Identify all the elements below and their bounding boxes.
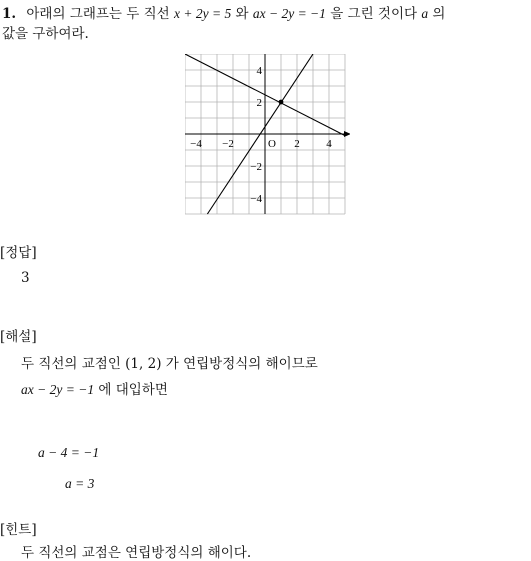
solution-header: [해설] [0,329,37,345]
solution-line-2-text: 에 대입하면 [98,382,168,398]
problem-text-d: 의 [432,6,446,22]
solution-equation: ax − 2y = −1 [21,382,95,397]
x-axis-arrow [344,131,350,137]
x-tick-label: −2 [222,138,234,150]
solution-step-2: a = 3 [65,476,95,491]
y-tick-label: 2 [256,97,262,109]
x-tick-label: 4 [326,138,332,150]
y-tick-label: −4 [250,193,262,205]
solution-step-1: a − 4 = −1 [38,445,100,460]
coordinate-graph [185,54,350,216]
x-tick-label: 2 [294,138,300,150]
equation-2: ax − 2y = −1 [252,6,326,21]
y-tick-label: 4 [256,65,262,77]
answer-value: 3 [21,270,30,286]
problem-number: 1. [2,6,17,22]
variable-a: a [421,6,429,21]
hint-header: [힌트] [0,522,37,538]
x-tick-label: −4 [190,138,202,150]
problem-line-2: 값을 구하여라. [2,26,89,42]
problem-text-b: 와 [235,6,249,22]
problem-text-c: 을 그린 것이다 [330,6,418,22]
hint-text: 두 직선의 교점은 연립방정식의 해이다. [21,545,252,561]
graph-axes [185,54,350,214]
answer-header: [정답] [0,245,37,261]
solution-line-2 [21,378,168,398]
y-tick-label: −2 [250,161,262,173]
origin-label: O [268,138,276,150]
problem-text-a: 아래의 그래프는 두 직선 [26,6,170,22]
solution-line-1: 두 직선의 교점인 (1, 2) 가 연립방정식의 해이므로 [21,356,318,372]
equation-1: x + 2y = 5 [173,6,232,21]
problem-line-1 [2,4,445,24]
intersection-point [279,100,284,105]
